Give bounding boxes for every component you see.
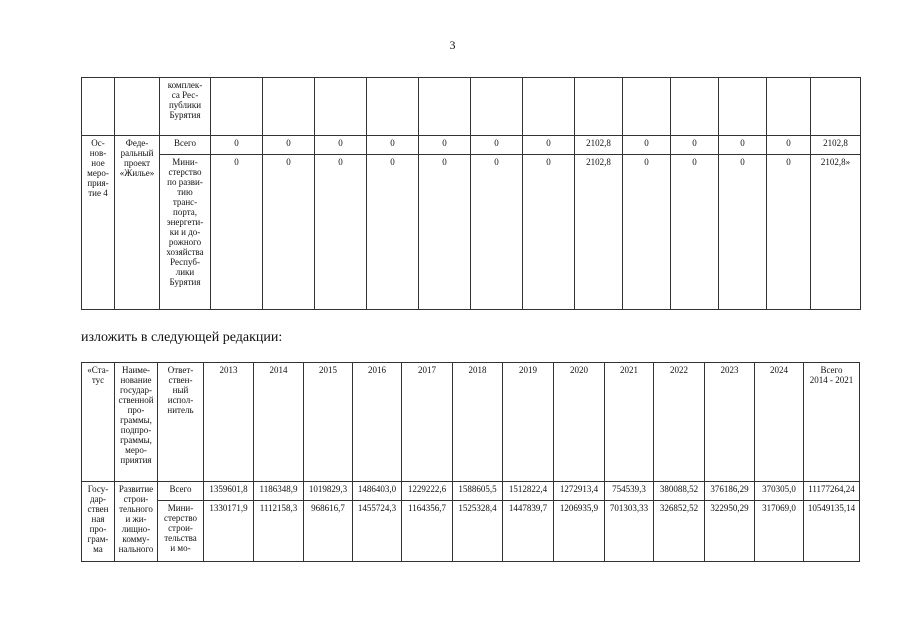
header-year: 2017 (402, 363, 453, 482)
value-cell: 317069,0 (755, 501, 804, 562)
value-cell: 1588605,5 (453, 482, 503, 501)
value-cell: 0 (471, 155, 523, 310)
value-cell: 0 (211, 155, 263, 310)
value-cell: 701303,33 (605, 501, 654, 562)
executor-cell: Всего (158, 482, 204, 501)
total-cell: 10549135,14 (804, 501, 860, 562)
value-cell: 0 (671, 155, 719, 310)
header-year: 2020 (554, 363, 605, 482)
value-cell: 1272913,4 (554, 482, 605, 501)
value-cell: 0 (623, 155, 671, 310)
value-cell: 968616,7 (304, 501, 353, 562)
total-cell: 11177264,24 (804, 482, 860, 501)
header-year: 2016 (353, 363, 402, 482)
value-cell: 1359601,8 (204, 482, 254, 501)
value-cell: 0 (671, 136, 719, 155)
value-cell: 0 (767, 155, 811, 310)
value-cell: 1019829,3 (304, 482, 353, 501)
value-cell: 1447839,7 (503, 501, 554, 562)
value-cell: 1512822,4 (503, 482, 554, 501)
executor-cell: Мини- стерство по разви- тию транс- порта, энергети- ки и до- рожного хозяйства Респуб- лики Бурятия (160, 155, 211, 310)
total-cell: 2102,8» (811, 155, 861, 310)
continuation-text: комплек- са Рес- публики Бурятия (160, 78, 211, 136)
name-cell: Развитие строи- тельного и жи- лищно- комму- нального (115, 482, 158, 562)
total-cell: 2102,8 (811, 136, 861, 155)
executor-cell: Всего (160, 136, 211, 155)
value-cell: 2102,8 (575, 136, 623, 155)
old-table-continuation-row (82, 78, 861, 136)
header-name: Наиме- нование государ- ственной про- граммы, подпро- граммы, меро- приятия (115, 363, 158, 482)
value-cell: 376186,29 (705, 482, 755, 501)
header-year: 2013 (204, 363, 254, 482)
value-cell: 1229222,6 (402, 482, 453, 501)
old-table-row-total (82, 136, 861, 155)
value-cell: 0 (315, 155, 367, 310)
value-cell: 2102,8 (575, 155, 623, 310)
value-cell: 0 (767, 136, 811, 155)
value-cell: 1455724,3 (353, 501, 402, 562)
value-cell: 0 (367, 155, 419, 310)
value-cell: 380088,52 (654, 482, 705, 501)
value-cell: 1206935,9 (554, 501, 605, 562)
executor-cell: Мини- стерство строи- тельства и мо- (158, 501, 204, 562)
status-cell: Госу- дар- ствен ная про- грам- ма (82, 482, 115, 562)
header-year: 2024 (755, 363, 804, 482)
header-year: 2019 (503, 363, 554, 482)
value-cell: 0 (211, 136, 263, 155)
value-cell: 0 (523, 155, 575, 310)
value-cell: 0 (315, 136, 367, 155)
page-number: 3 (449, 38, 456, 52)
value-cell: 370305,0 (755, 482, 804, 501)
value-cell: 1486403,0 (353, 482, 402, 501)
value-cell: 1112158,3 (254, 501, 304, 562)
value-cell: 0 (523, 136, 575, 155)
new-table-header-row (82, 363, 860, 482)
header-total: Всего 2014 - 2021 (804, 363, 860, 482)
header-year: 2021 (605, 363, 654, 482)
value-cell: 0 (419, 155, 471, 310)
status-cell: Ос- нов- ное меро- прия- тие 4 (82, 136, 115, 310)
value-cell: 0 (367, 136, 419, 155)
old-table-row-ministry (82, 155, 861, 310)
value-cell: 0 (471, 136, 523, 155)
header-status: «Ста- тус (82, 363, 115, 482)
new-table-row-ministry (82, 501, 860, 562)
value-cell: 0 (419, 136, 471, 155)
header-year: 2018 (453, 363, 503, 482)
value-cell: 0 (263, 155, 315, 310)
old-table (81, 77, 861, 310)
value-cell: 322950,29 (705, 501, 755, 562)
value-cell: 1164356,7 (402, 501, 453, 562)
value-cell: 1330171,9 (204, 501, 254, 562)
value-cell: 754539,3 (605, 482, 654, 501)
header-year: 2015 (304, 363, 353, 482)
name-cell: Феде- ральный проект «Жилье» (115, 136, 160, 310)
value-cell: 0 (719, 136, 767, 155)
value-cell: 326852,52 (654, 501, 705, 562)
value-cell: 0 (623, 136, 671, 155)
new-table-row-total (82, 482, 860, 501)
header-year: 2014 (254, 363, 304, 482)
edit-caption: изложить в следующей редакции: (81, 330, 283, 345)
new-table (81, 362, 860, 562)
header-year: 2022 (654, 363, 705, 482)
value-cell: 1525328,4 (453, 501, 503, 562)
value-cell: 0 (263, 136, 315, 155)
header-year: 2023 (705, 363, 755, 482)
header-executor: Ответ- ствен- ный испол- нитель (158, 363, 204, 482)
value-cell: 0 (719, 155, 767, 310)
value-cell: 1186348,9 (254, 482, 304, 501)
